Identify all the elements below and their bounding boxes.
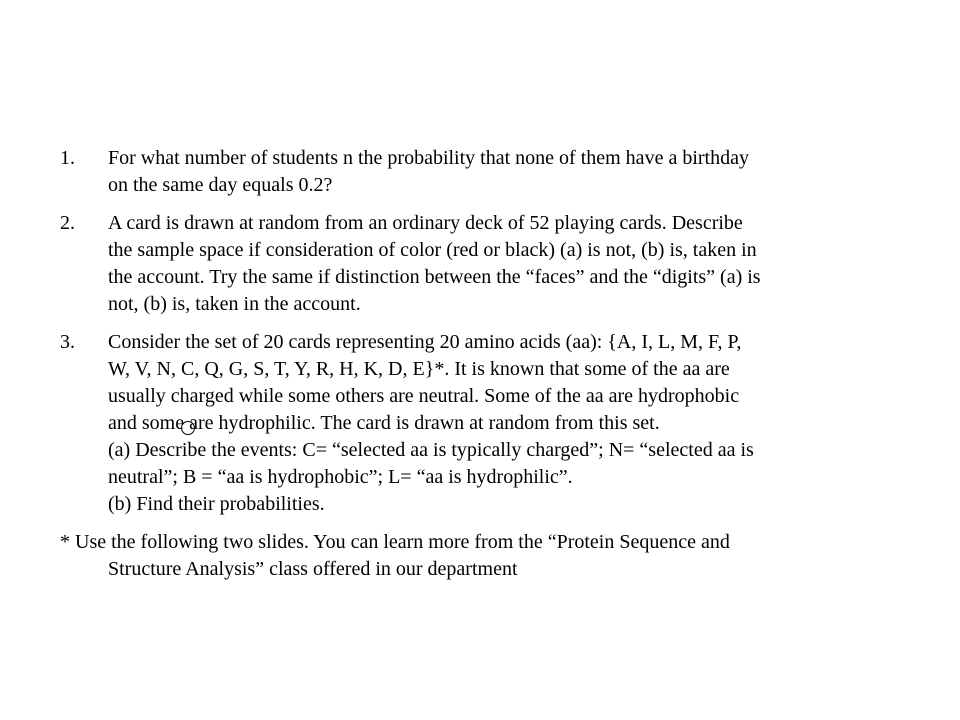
text-line: not, (b) is, taken in the account. bbox=[108, 293, 361, 315]
list-item-3 bbox=[60, 329, 920, 518]
text-line: (b) Find their probabilities. bbox=[108, 493, 325, 515]
text-line: on the same day equals 0.2? bbox=[108, 174, 333, 196]
footnote bbox=[60, 529, 920, 583]
text-line: neutral”; B = “aa is hydrophobic”; L= “aa is hydrophilic”. bbox=[108, 466, 573, 488]
text-line: W, V, N, C, Q, G, S, T, Y, R, H, K, D, E}*. It is known that some of the aa are bbox=[108, 358, 730, 380]
item-number: 2. bbox=[60, 212, 75, 234]
text-line: usually charged while some others are neutral. Some of the aa are hydrophobic bbox=[108, 385, 740, 407]
exercise-list bbox=[60, 145, 920, 594]
circle-marker-icon bbox=[181, 421, 195, 435]
text-line: Consider the set of 20 cards representing 20 amino acids (aa): {A, I, L, M, F, P, bbox=[108, 331, 742, 353]
item-text bbox=[108, 329, 920, 518]
text-line: the account. Try the same if distinction between the “faces” and the “digits” (a) is bbox=[108, 266, 761, 288]
item-number: 3. bbox=[60, 331, 75, 353]
text-line: (a) Describe the events: C= “selected aa is typically charged”; N= “selected aa is bbox=[108, 439, 754, 461]
list-item-1 bbox=[60, 145, 920, 199]
text-line: and some are hydrophilic. The card is drawn at random from this set. bbox=[108, 412, 660, 434]
text-line: For what number of students n the probability that none of them have a birthday bbox=[108, 147, 749, 169]
list-item-2 bbox=[60, 210, 920, 318]
text-line: Structure Analysis” class offered in our department bbox=[108, 558, 518, 580]
item-number: 1. bbox=[60, 147, 75, 169]
item-text bbox=[108, 145, 920, 199]
footnote-asterisk: * bbox=[60, 531, 70, 553]
text-line: A card is drawn at random from an ordinary deck of 52 playing cards. Describe bbox=[108, 212, 743, 234]
text-line: the sample space if consideration of color (red or black) (a) is not, (b) is, taken in bbox=[108, 239, 757, 261]
text-line-with-marker bbox=[108, 437, 920, 464]
item-text bbox=[108, 210, 920, 318]
footnote-marker bbox=[60, 529, 730, 556]
footnote-first-line: Use the following two slides. You can learn more from the “Protein Sequence and bbox=[70, 531, 730, 553]
